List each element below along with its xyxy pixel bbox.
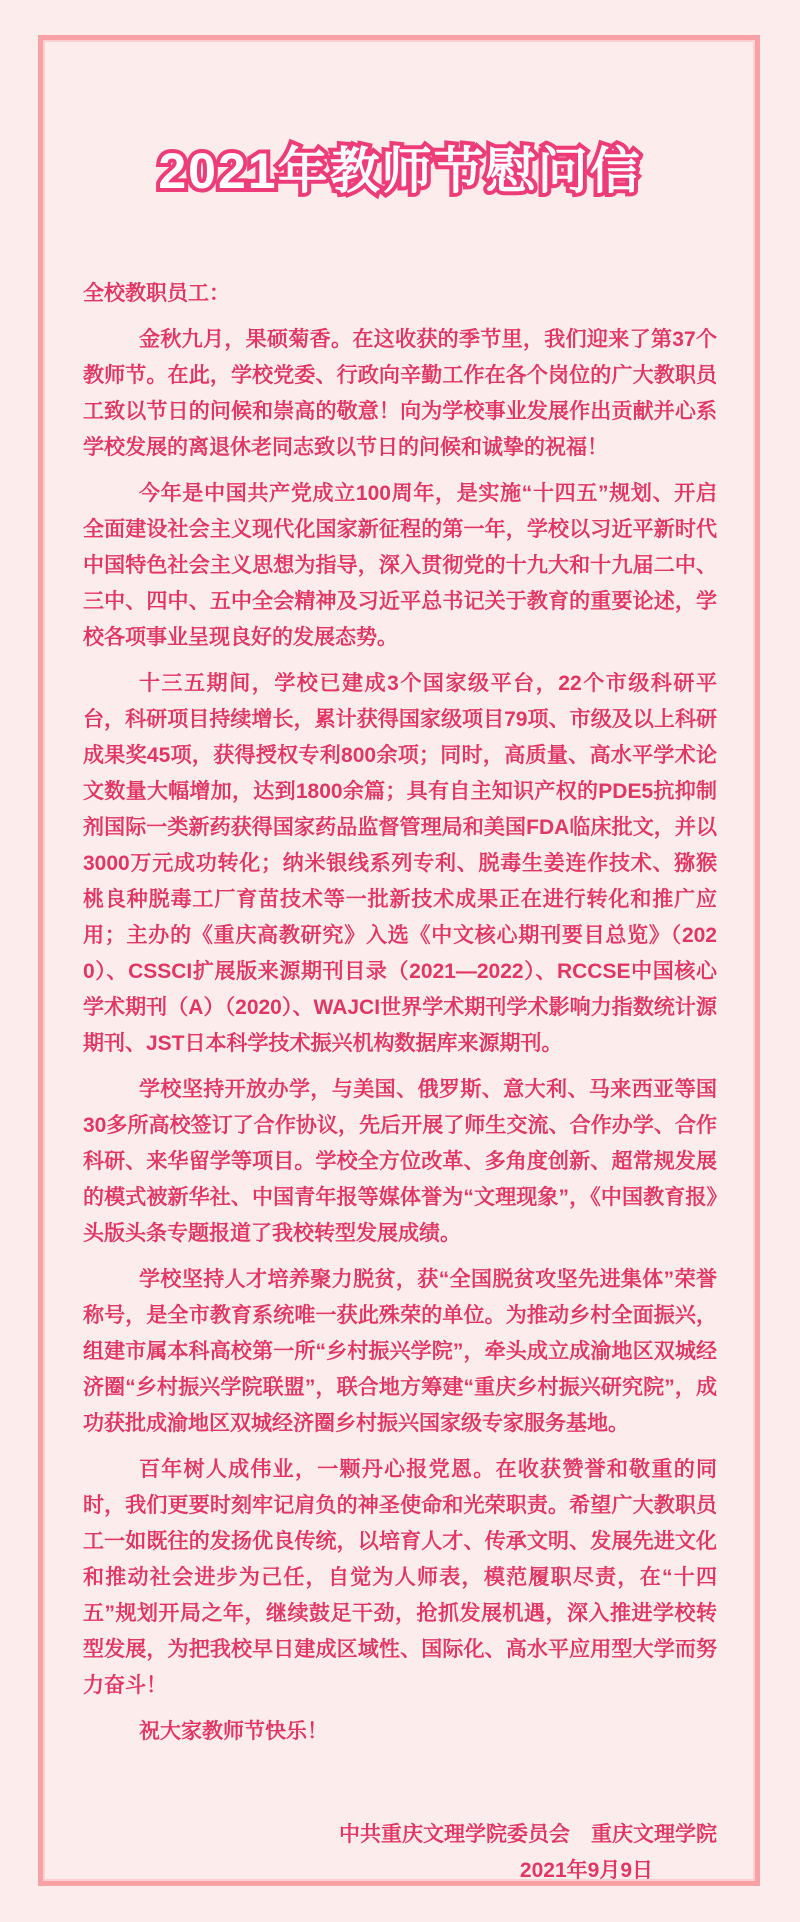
letter-closing-wish: 祝大家教师节快乐！ xyxy=(139,1720,328,1743)
letter-signature: 中共重庆文理学院委员会 重庆文理学院 xyxy=(339,1823,717,1846)
letter-title: 2021年教师节慰问信 xyxy=(158,143,642,199)
letter-salutation: 全校教职员工： xyxy=(83,282,230,305)
letter-card xyxy=(38,35,760,1886)
letter-date: 2021年9月9日 xyxy=(519,1859,653,1882)
letter-paragraph-2: 今年是中国共产党成立100周年，是实施“十四五”规划、开启全面建设社会主义现代化国家新征程的第一年，学校以习近平新时代中国特色社会主义思想为指导，深入贯彻党的十九大和十九届二中、三中、四中、五中全会精神及习近平总书记关于教育的重要论述，学校各项事业呈现良好的发展态势。 xyxy=(83,482,717,649)
letter-paragraph-5: 学校坚持人才培养聚力脱贫，获“全国脱贫攻坚先进集体”荣誉称号，是全市教育系统唯一获此殊荣的单位。为推动乡村全面振兴，组建市属本科高校第一所“乡村振兴学院”，牵头成立成渝地区双城经济圈“乡村振兴学院联盟”，联合地方筹建“重庆乡村振兴研究院”，成功获批成渝地区双城经济圈乡村振兴国家级专家服务基地。 xyxy=(83,1268,717,1435)
letter-paragraph-6: 百年树人成伟业，一颗丹心报党恩。在收获赞誉和敬重的同时，我们更要时刻牢记肩负的神圣使命和光荣职责。希望广大教职员工一如既往的发扬优良传统，以培育人才、传承文明、发展先进文化和推动社会进步为己任，自觉为人师表，模范履职尽责，在“十四五”规划开局之年，继续鼓足干劲，抢抓发展机遇，深入推进学校转型发展，为把我校早日建成区域性、国际化、高水平应用型大学而努力奋斗！ xyxy=(83,1458,717,1697)
letter-paragraph-3: 十三五期间，学校已建成3个国家级平台，22个市级科研平台，科研项目持续增长，累计获得国家级项目79项、市级及以上科研成果奖45项，获得授权专利800余项；同时，高质量、高水平学术论文数量大幅增加，达到1800余篇；具有自主知识产权的PDE5抗抑制剂国际一类新药获得国家药品监督管理局和美国FDA临床批文，并以3000万元成功转化；纳米银线系列专利、脱毒生姜连作技术、猕猴桃良种脱毒工厂育苗技术等一批新技术成果正在进行转化和推广应用；主办的《重庆高教研究》入选《中文核心期刊要目总览》（2020）、CSSCI扩展版来源期刊目录（2021—2022）、RCCSE中国核心学术期刊（A）（2020）、WAJCI世界学术期刊学术影响力指数统计源期刊、JST日本科学技术振兴机构数据库来源期刊。 xyxy=(83,672,717,1055)
letter-paragraph-1: 金秋九月，果硕菊香。在这收获的季节里，我们迎来了第37个教师节。在此，学校党委、行政向辛勤工作在各个岗位的广大教职员工致以节日的问候和崇高的敬意！向为学校事业发展作出贡献并心系学校发展的离退休老同志致以节日的问候和诚挚的祝福！ xyxy=(83,328,717,459)
letter-paragraph-4: 学校坚持开放办学，与美国、俄罗斯、意大利、马来西亚等国30多所高校签订了合作协议，先后开展了师生交流、合作办学、合作科研、来华留学等项目。学校全方位改革、多角度创新、超常规发展的模式被新华社、中国青年报等媒体誉为“文理现象”，《中国教育报》头版头条专题报道了我校转型发展成绩。 xyxy=(83,1078,717,1245)
